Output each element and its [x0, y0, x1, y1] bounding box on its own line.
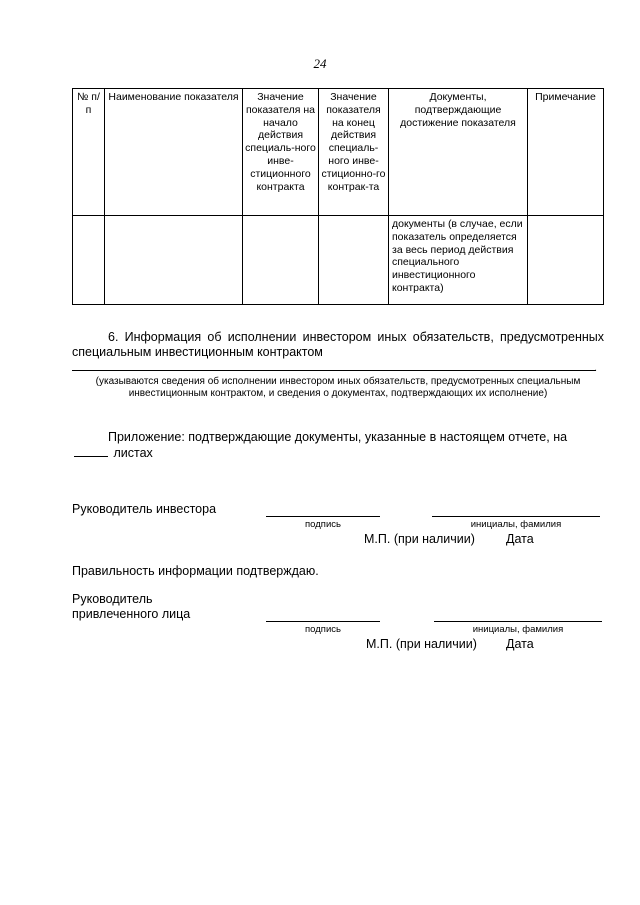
cell-number: [73, 216, 105, 305]
investor-date: Дата: [506, 532, 534, 546]
confirmation-text: Правильность информации подтверждаю.: [72, 564, 319, 578]
header-end-value: Значение показателя на конец действия специаль-ного инве-стиционно-го контрак-та: [319, 89, 389, 216]
header-note: Примечание: [528, 89, 604, 216]
attracted-head-label: Руководитель привлеченного лица: [72, 592, 191, 621]
section-6-fill-line: [72, 370, 596, 371]
appendix-sheets-blank: [74, 445, 108, 457]
cell-note: [528, 216, 604, 305]
header-start-value: Значение показателя на начало действия специаль-ного инве-стиционного контракта: [243, 89, 319, 216]
appendix-text-after: листах: [113, 446, 153, 460]
header-indicator-name: Наименование показателя: [105, 89, 243, 216]
investor-head-label: Руководитель инвестора: [72, 502, 217, 516]
table-row: [73, 216, 604, 305]
appendix-text-before: Приложение: подтверждающие документы, указанные в настоящем отчете, на: [108, 430, 568, 444]
attracted-signature-line: [266, 621, 380, 622]
attracted-name-line: [434, 621, 602, 622]
section-6-note: (указываются сведения об исполнении инвестором иных обязательств, предусмотренных специальным инвестиционным контрактом, и сведения о документах, подтверждающих их исполнение): [95, 376, 581, 399]
cell-documents: документы (в случае, если показатель определяется за весь период действия специального инвестиционного контракта): [389, 216, 528, 305]
investor-name-caption: инициалы, фамилия: [470, 519, 562, 530]
section-6-heading: 6. Информация об исполнении инвестором иных обязательств, предусмотренных специальным инвестиционным контрактом: [72, 330, 604, 359]
section-6-line-end: .: [594, 362, 598, 374]
cell-start-value: [243, 216, 319, 305]
attracted-date: Дата: [506, 637, 534, 651]
page-number: 24: [313, 56, 327, 71]
attracted-signature-caption: подпись: [305, 624, 341, 635]
table-header-row: [73, 89, 604, 216]
indicators-table: [72, 88, 604, 305]
header-documents: Документы, подтверждающие достижение показателя: [389, 89, 528, 216]
attracted-name-caption: инициалы, фамилия: [472, 624, 564, 635]
investor-signature-line: [266, 516, 380, 517]
cell-end-value: [319, 216, 389, 305]
attracted-stamp: М.П. (при наличии): [366, 637, 477, 651]
header-number: № п/п: [73, 89, 105, 216]
appendix-text: [72, 430, 604, 461]
cell-indicator-name: [105, 216, 243, 305]
investor-signature-caption: подпись: [305, 519, 341, 530]
investor-stamp: М.П. (при наличии): [364, 532, 475, 546]
investor-name-line: [432, 516, 600, 517]
